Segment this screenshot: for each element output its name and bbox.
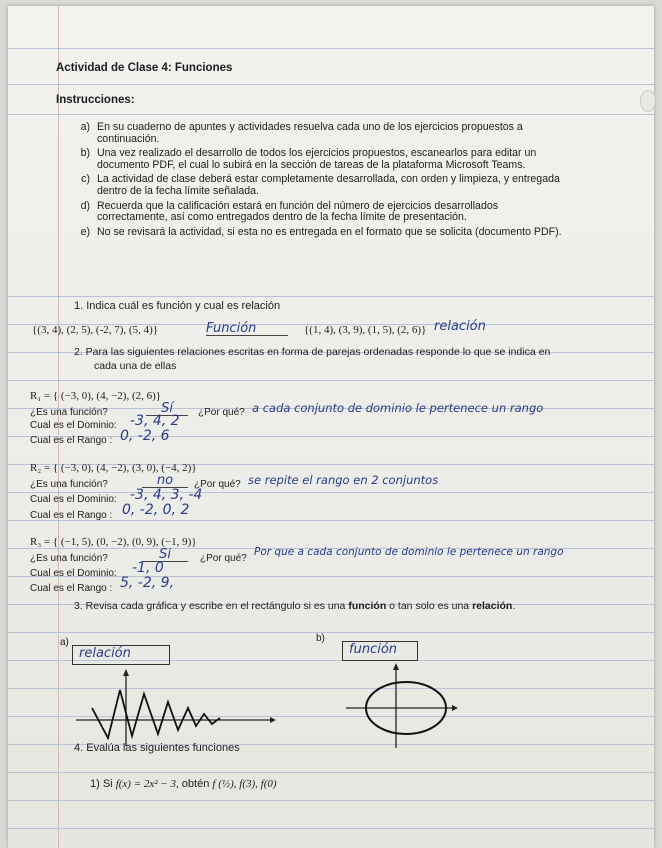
q3-prompt-prefix: 3. Revisa cada gráfica y escribe en el rectángulo si es una [74, 600, 349, 612]
q3-a-answer-box [72, 645, 170, 665]
r1-domain-answer: -3, 4, 2 [130, 413, 180, 429]
q2-prompt-line1: 2. Para las siguientes relaciones escritas en forma de parejas ordenadas responde lo que se indica en [74, 346, 551, 358]
r3-is-function-label: ¿Es una función? [30, 553, 108, 564]
instruction-text: No se revisará la actividad, si esta no es entregada en el formato que se solicita (documento PDF). [97, 225, 562, 238]
instruction-text: En su cuaderno de apuntes y actividades resuelva cada uno de los ejercicios propuestos a continuación. [97, 121, 523, 145]
r2-why-label: ¿Por qué? [194, 479, 241, 490]
rule-line [8, 84, 654, 85]
q3-prompt-bold1: función [348, 600, 387, 612]
r3-is-function-answer: Si [142, 548, 188, 562]
q1-set-b: {(1, 4), (3, 9), (1, 5), (2, 6)} [304, 324, 427, 336]
instruction-letter: a) [80, 121, 90, 133]
r1-is-function-label: ¿Es una función? [30, 407, 108, 418]
rule-line [8, 114, 654, 115]
r2-domain-answer: -3, 4, 3, -4 [130, 487, 203, 503]
q3-prompt-mid: o tan solo es una [386, 600, 473, 612]
q4-prompt: 4. Evalúa las siguientes funciones [74, 742, 240, 754]
rule-line [8, 296, 654, 297]
r1-range-answer: 0, -2, 6 [120, 428, 170, 444]
rule-line [8, 828, 654, 829]
q3-graph-b [344, 662, 464, 752]
q4-item-number: 1) [90, 778, 100, 790]
q4-item-values: f (½), f(3), f(0) [212, 778, 277, 790]
q1-prompt: 1. Indica cuál es función y cual es relación [74, 300, 281, 312]
q3-b-label: b) [316, 633, 325, 644]
rule-line [8, 772, 654, 773]
instructions-list [68, 122, 563, 241]
r3-domain-label: Cual es el Dominio: [30, 568, 117, 579]
instruction-item [68, 201, 563, 224]
r1-domain-label: Cual es el Dominio: [30, 420, 117, 431]
q4-item [90, 778, 277, 791]
relation-r1: R₁ = { (−3, 0), (4, −2), (2, 6)} [30, 390, 162, 402]
instruction-item [68, 148, 563, 171]
q3-b-answer: función [349, 642, 398, 657]
q3-graph-a [74, 668, 274, 748]
graph-b-axis-arrow [393, 663, 399, 670]
rule-line [8, 800, 654, 801]
r3-domain-answer: -1, 0 [132, 560, 164, 576]
q3-b-answer-box [342, 641, 418, 661]
worksheet-page [8, 6, 654, 848]
r1-why-answer: a cada conjunto de dominio le pertenece un rango [252, 401, 544, 415]
instruction-letter: d) [80, 199, 90, 212]
rule-line [8, 380, 654, 381]
q4-item-mid: obtén [181, 778, 210, 790]
relation-r2: R₂ = { (−3, 0), (4, −2), (3, 0), (−4, 2)} [30, 462, 197, 474]
instruction-text: Recuerda que la calificación estará en función del número de ejercicios desarrollados correctamente, así como entregados dentro de la fecha límite de presentación. [97, 199, 499, 224]
q2-prompt-line2: cada una de ellas [94, 360, 177, 372]
graph-a-axis-arrow [123, 669, 129, 676]
r3-range-label: Cual es el Rango : [30, 583, 113, 594]
instruction-letter: e) [80, 225, 90, 238]
rule-line [8, 48, 654, 49]
r2-is-function-answer: no [142, 474, 188, 488]
r1-is-function-answer: Sí [146, 402, 188, 416]
graph-a-axis-arrow [270, 717, 276, 723]
instruction-text: La actividad de clase deberá estar completamente desarrollada, con orden y limpieza, y entregada dentro de la fecha límite señalada. [97, 173, 560, 197]
r2-range-label: Cual es el Rango : [30, 510, 113, 521]
r2-is-function-label: ¿Es una función? [30, 479, 108, 490]
q3-prompt-bold2: relación [472, 600, 513, 612]
graph-a-curve [92, 690, 220, 738]
instruction-letter: c) [81, 173, 90, 186]
r2-range-answer: 0, -2, 0, 2 [122, 502, 190, 518]
r1-range-label: Cual es el Rango : [30, 435, 113, 446]
q4-item-function: f(x) = 2x² − 3, [115, 778, 179, 790]
q4-item-prefix: Si [102, 778, 113, 790]
instruction-text: Una vez realizado el desarrollo de todos los ejercicios propuestos, escanearlos para editar un documento PDF, el cual lo subirá en la sección de tareas de la plataforma Microsoft Teams. [97, 147, 537, 171]
graph-b-axis-arrow [452, 705, 458, 711]
q3-a-answer: relación [79, 646, 131, 661]
instructions-header: Instrucciones: [56, 94, 135, 106]
instruction-item [68, 227, 563, 239]
instruction-item [68, 122, 563, 145]
q3-a-label: a) [60, 637, 69, 648]
r2-why-answer: se repite el rango en 2 conjuntos [248, 473, 439, 487]
relation-r3: R₃ = { (−1, 5), (0, −2), (0, 9), (−1, 9)} [30, 536, 197, 548]
r3-range-answer: 5, -2, 9, [120, 575, 175, 591]
instruction-letter: b) [80, 147, 90, 160]
r3-why-answer: Por que a cada conjunto de dominio le pertenece un rango [254, 546, 564, 558]
binder-hole [640, 90, 656, 112]
q1-answer-b: relación [434, 319, 486, 334]
q3-prompt [74, 600, 515, 613]
q3-prompt-end: . [512, 600, 516, 612]
rule-line [8, 632, 654, 633]
r1-why-label: ¿Por qué? [198, 407, 245, 418]
q1-answer-a: Función [206, 322, 288, 336]
instruction-item [68, 174, 563, 197]
document-title: Actividad de Clase 4: Funciones [56, 62, 233, 74]
r2-domain-label: Cual es el Dominio: [30, 494, 117, 505]
r3-why-label: ¿Por qué? [200, 553, 247, 564]
q1-set-a: {(3, 4), (2, 5), (-2, 7), (5, 4)} [32, 324, 159, 336]
